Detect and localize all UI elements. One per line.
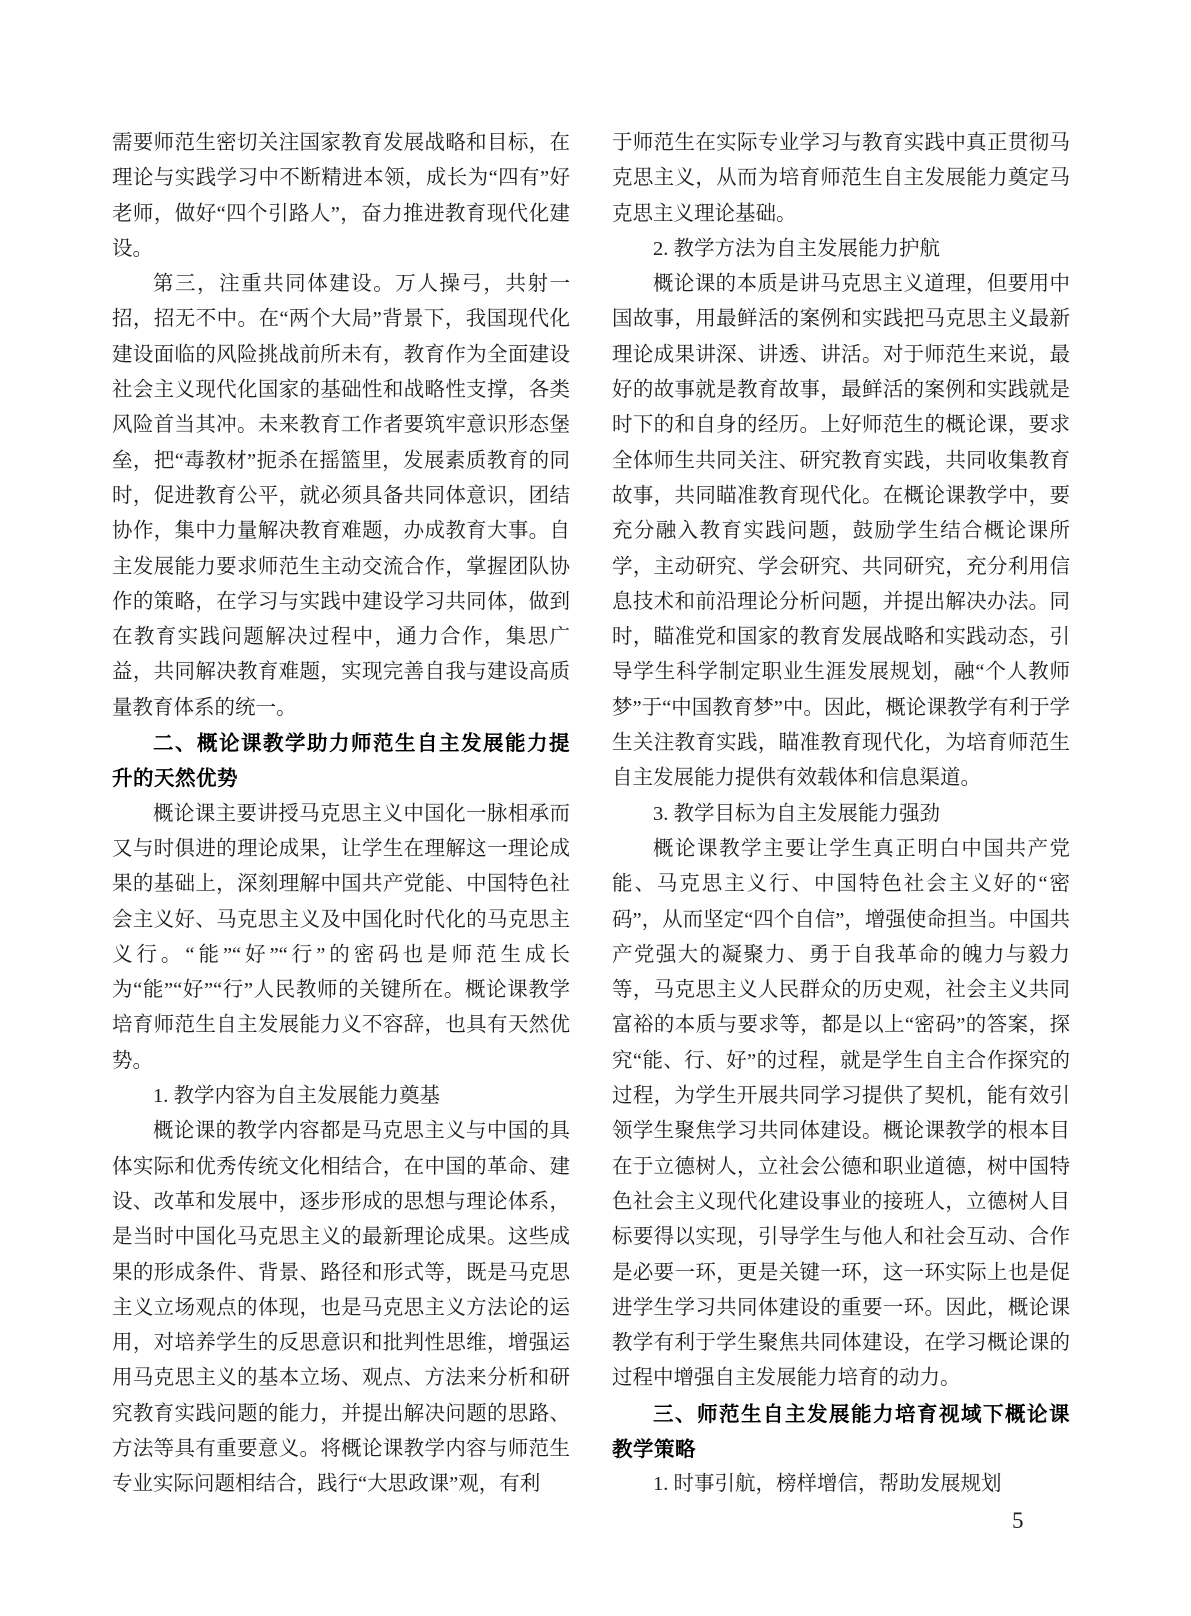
paragraph-continuation: 需要师范生密切关注国家教育发展战略和目标，在理论与实践学习中不断精进本领，成长为“四有”好老师，做好“四个引路人”，奋力推进教育现代化建设。 bbox=[112, 132, 570, 260]
subsection-heading-3: 3. 教学目标为自主发展能力强劲 bbox=[653, 802, 940, 825]
paragraph: 第三，注重共同体建设。万人操弓，共射一招，招无不中。在“两个大局”背景下，我国现代化建设面临的风险挑战前所未有，教育作为全面建设社会主义现代化国家的基础性和战略性支撑，各类风险首当其冲。未来教育工作者要筑牢意识形态堡垒，把“毒教材”扼杀在摇篮里，发展素质教育的同时，促进教育公平，就必须具备共同体意识，团结协作，集中力量解决教育难题，办成教育大事。自主发展能力要求师范生主动交流合作，掌握团队协作的策略，在学习与实践中建设学习共同体，做到在教育实践问题解决过程中，通力合作，集思广益，共同解决教育难题，实现完善自我与建设高质量教育体系的统一。 bbox=[112, 273, 570, 719]
page-number: 5 bbox=[1012, 1508, 1024, 1533]
subsection-heading-1b: 1. 时事引航，榜样增信，帮助发展规划 bbox=[653, 1473, 1002, 1496]
paragraph: 概论课教学主要让学生真正明白中国共产党能、马克思主义行、中国特色社会主义好的“密码”，从而坚定“四个自信”，增强使命担当。中国共产党强大的凝聚力、勇于自我革命的魄力与毅力等，马克思主义人民群众的历史观，社会主义共同富裕的本质与要求等，都是以上“密码”的答案，探究“能、行、好”的过程，就是学生自主合作探究的过程，为学生开展共同学习提供了契机，能有效引领学生聚焦学习共同体建设。概论课教学的根本目在于立德树人，立社会公德和职业道德，树中国特色社会主义现代化建设事业的接班人，立德树人目标要得以实现，引导学生与他人和社会互动、合作是必要一环，更是关键一环，这一环实际上也是促进学生学习共同体建设的重要一环。因此，概论课教学有利于学生聚焦共同体建设，在学习概论课的过程中增强自主发展能力培育的动力。 bbox=[612, 837, 1070, 1390]
subsection-heading-2: 2. 教学方法为自主发展能力护航 bbox=[653, 237, 940, 260]
left-column bbox=[112, 126, 570, 1503]
subsection-heading-1: 1. 教学内容为自主发展能力奠基 bbox=[153, 1085, 440, 1108]
paragraph: 概论课主要讲授马克思主义中国化一脉相承而又与时俱进的理论成果，让学生在理解这一理论成果的基础上，深刻理解中国共产党能、中国特色社会主义好、马克思主义及中国化时代化的马克思主义行。“能”“好”“行”的密码也是师范生成长为“能”“好”“行”人民教师的关键所在。概论课教学培育师范生自主发展能力义不容辞，也具有天然优势。 bbox=[112, 802, 570, 1072]
section-heading-2: 二、概论课教学助力师范生自主发展能力提升的天然优势 bbox=[112, 732, 570, 791]
paragraph: 概论课的本质是讲马克思主义道理，但要用中国故事，用最鲜活的案例和实践把马克思主义最新理论成果讲深、讲透、讲活。对于师范生来说，最好的故事就是教育故事，最鲜活的案例和实践就是时下的和自身的经历。上好师范生的概论课，要求全体师生共同关注、研究教育实践，共同收集教育故事，共同瞄准教育现代化。在概论课教学中，要充分融入教育实践问题，鼓励学生结合概论课所学，主动研究、学会研究、共同研究，充分利用信息技术和前沿理论分析问题，并提出解决办法。同时，瞄准党和国家的教育发展战略和实践动态，引导学生科学制定职业生涯发展规划，融“个人教师梦”于“中国教育梦”中。因此，概论课教学有利于学生关注教育实践，瞄准教育现代化，为培育师范生自主发展能力提供有效载体和信息渠道。 bbox=[612, 273, 1070, 790]
right-column bbox=[612, 126, 1070, 1503]
section-heading-3: 三、师范生自主发展能力培育视域下概论课教学策略 bbox=[612, 1402, 1070, 1461]
paragraph: 概论课的教学内容都是马克思主义与中国的具体实际和优秀传统文化相结合，在中国的革命、建设、改革和发展中，逐步形成的思想与理论体系，是当时中国化马克思主义的最新理论成果。这些成果的形成条件、背景、路径和形式等，既是马克思主义立场观点的体现，也是马克思主义方法论的运用，对培养学生的反思意识和批判性思维，增强运用马克思主义的基本立场、观点、方法来分析和研究教育实践问题的能力，并提出解决问题的思路、方法等具有重要意义。将概论课教学内容与师范生专业实际问题相结合，践行“大思政课”观，有利 bbox=[112, 1120, 570, 1496]
paragraph-continuation: 于师范生在实际专业学习与教育实践中真正贯彻马克思主义，从而为培育师范生自主发展能力奠定马克思主义理论基础。 bbox=[612, 132, 1070, 225]
